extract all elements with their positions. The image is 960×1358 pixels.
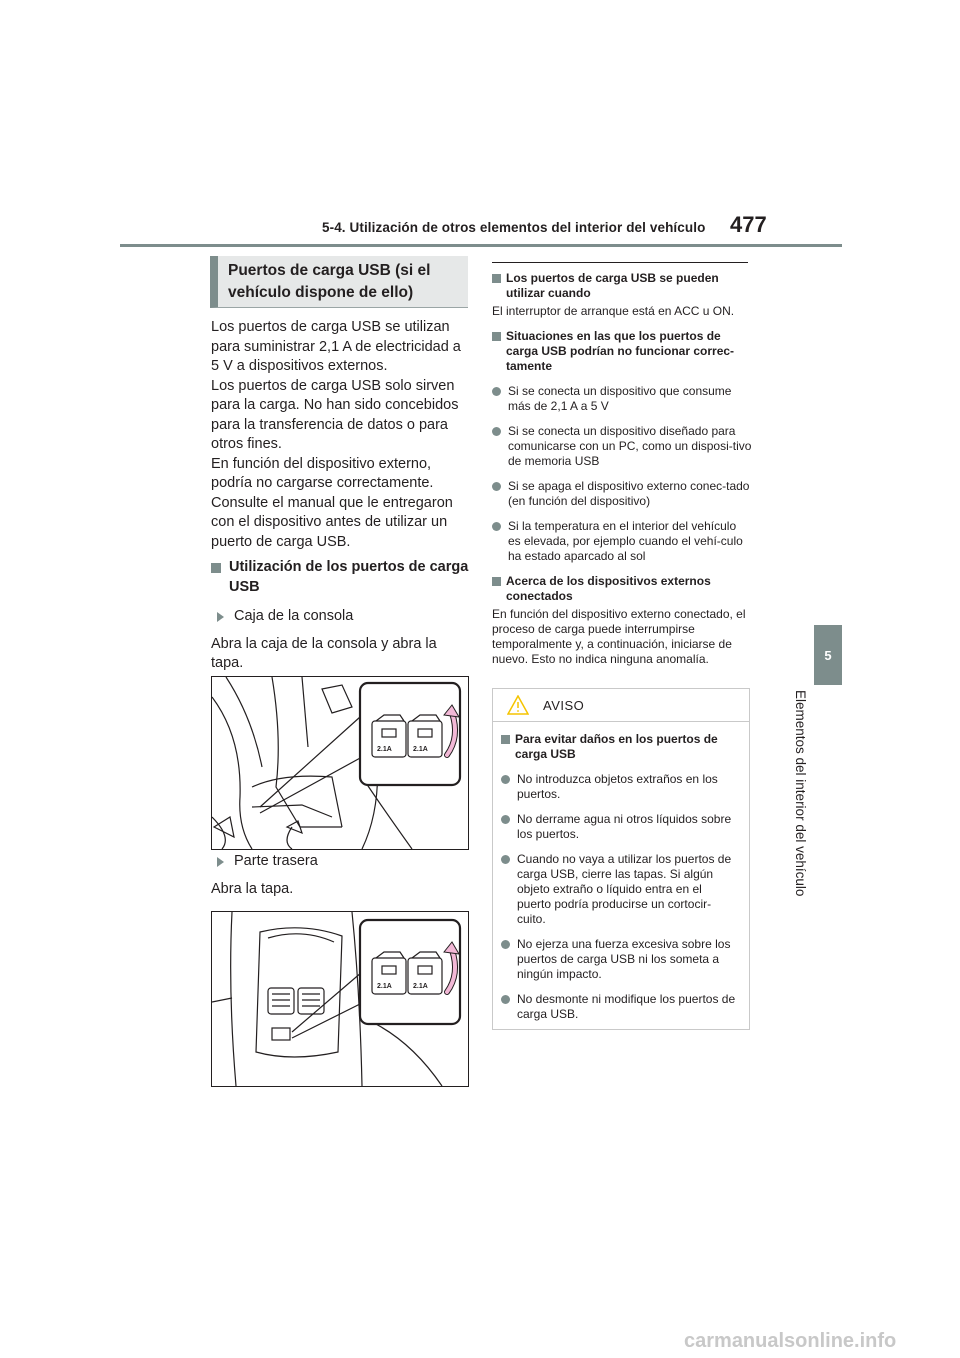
triangle-bullet-icon <box>217 612 224 622</box>
page-number: 477 <box>730 212 767 237</box>
square-bullet-icon <box>492 332 501 341</box>
warning-bullet-text: No desmonte ni modifique los puertos de carga USB. <box>517 992 736 1021</box>
chapter-tab: 5 <box>814 625 842 685</box>
note-3-heading-text: Acerca de los dispositivos externos conectados <box>506 574 711 603</box>
item-rear-text: Abra la tapa. <box>211 880 294 897</box>
warning-header <box>493 689 749 722</box>
port-label-4: 2.1A <box>413 983 428 990</box>
note-2-bullet-text: Si se conecta un dispositivo diseñado para comunicarse con un PC, como un disposi-tivo de memoria USB <box>508 424 752 468</box>
note-2-bullet <box>492 519 752 564</box>
warning-heading <box>501 732 737 762</box>
port-label-2: 2.1A <box>413 746 428 753</box>
subheading <box>211 558 469 597</box>
rear-usb-illustration <box>211 911 469 1087</box>
intro-paragraph-2: Los puertos de carga USB solo sirven para la carga. No han sido concebidos para la transferencia de datos o para otros fines. <box>211 377 459 452</box>
item-console-label <box>211 607 469 627</box>
note-2-bullet-text: Si se conecta un dispositivo que consume más de 2,1 A a 5 V <box>508 384 732 413</box>
warning-bullet <box>501 812 737 842</box>
item-console-label-text: Caja de la consola <box>234 608 354 624</box>
round-bullet-icon <box>492 427 501 436</box>
warning-bullet <box>501 852 737 927</box>
note-2-bullet <box>492 384 752 414</box>
port-label-1: 2.1A <box>377 746 392 753</box>
warning-bullet <box>501 772 737 802</box>
section-title: Puertos de carga USB (si el vehículo dispone de ello) <box>228 262 431 301</box>
intro-paragraph-3: En función del dispositivo externo, podría no cargarse correctamente. Consulte el manual que le entregaron con el dispositivo antes de utilizar un puerto de carga USB. <box>211 455 453 550</box>
intro-paragraph-1: Los puertos de carga USB se utilizan para suministrar 2,1 A de electricidad a 5 V a dispositivos externos. <box>211 319 461 374</box>
square-bullet-icon <box>492 577 501 586</box>
note-3-text: En función del dispositivo externo conectado, el proceso de carga puede interrumpirse temporalmente y, a continuación, iniciarse de nuevo. Esto no indica ninguna anomalía. <box>492 607 746 666</box>
warning-heading-text: Para evitar daños en los puertos de carga USB <box>515 732 718 761</box>
square-bullet-icon <box>492 274 501 283</box>
warning-bullet-text: No introduzca objetos extraños en los puertos. <box>517 772 718 801</box>
note-1-heading-text: Los puertos de carga USB se pueden utilizar cuando <box>506 271 719 300</box>
note-2-bullet <box>492 479 752 509</box>
note-2-heading <box>492 329 752 374</box>
round-bullet-icon <box>501 940 510 949</box>
warning-bullet-text: No derrame agua ni otros líquidos sobre los puertos. <box>517 812 732 841</box>
item-rear-label <box>211 852 469 872</box>
note-1-heading <box>492 271 752 301</box>
note-2-bullet-text: Si la temperatura en el interior del vehículo es elevada, por ejemplo cuando el vehí-culo ha estado aparcado al sol <box>508 519 743 563</box>
warning-title: AVISO <box>543 697 585 713</box>
triangle-bullet-icon <box>217 857 224 867</box>
note-2-heading-text: Situaciones en las que los puertos de carga USB podrían no funcionar correc-tamente <box>506 329 735 373</box>
item-console-text: Abra la caja de la consola y abra la tapa. <box>211 635 437 671</box>
header-rule <box>120 244 842 247</box>
warning-triangle-icon <box>507 695 529 715</box>
item-rear-label-text: Parte trasera <box>234 853 318 869</box>
notes-column <box>492 262 752 667</box>
warning-bullet-text: Cuando no vaya a utilizar los puertos de carga USB, cierre las tapas. Si algún objeto extraño o líquido entra en el puerto podría producirse un cortocir-cuito. <box>517 852 732 926</box>
notes-rule <box>492 262 748 263</box>
round-bullet-icon <box>501 995 510 1004</box>
port-label-3: 2.1A <box>377 983 392 990</box>
note-1-text: El interruptor de arranque está en ACC u ON. <box>492 304 735 318</box>
square-bullet-icon <box>211 563 221 573</box>
square-bullet-icon <box>501 735 510 744</box>
warning-bullet <box>501 937 737 982</box>
chapter-side-label <box>788 690 812 970</box>
footer-watermark: carmanualsonline.info <box>684 1330 897 1352</box>
note-2-bullet-text: Si se apaga el dispositivo externo conec-tado (en función del dispositivo) <box>508 479 750 508</box>
left-column <box>211 318 469 674</box>
chapter-label-text: Elementos del interior del vehículo <box>793 690 808 897</box>
running-header: 5-4. Utilización de otros elementos del interior del vehículo <box>322 220 706 235</box>
warning-bullet-text: No ejerza una fuerza excesiva sobre los puertos de carga USB ni los someta a ningún impacto. <box>517 937 731 981</box>
subheading-text: Utilización de los puertos de carga USB <box>229 559 469 595</box>
round-bullet-icon <box>492 387 501 396</box>
round-bullet-icon <box>501 855 510 864</box>
warning-body <box>493 722 749 1022</box>
warning-bullet <box>501 992 737 1022</box>
round-bullet-icon <box>501 815 510 824</box>
rear-item <box>211 852 469 899</box>
round-bullet-icon <box>492 522 501 531</box>
warning-box <box>492 688 750 1030</box>
round-bullet-icon <box>492 482 501 491</box>
note-3-heading <box>492 574 752 604</box>
console-usb-illustration <box>211 676 469 850</box>
section-title-box <box>210 256 468 308</box>
note-2-bullet <box>492 424 752 469</box>
round-bullet-icon <box>501 775 510 784</box>
